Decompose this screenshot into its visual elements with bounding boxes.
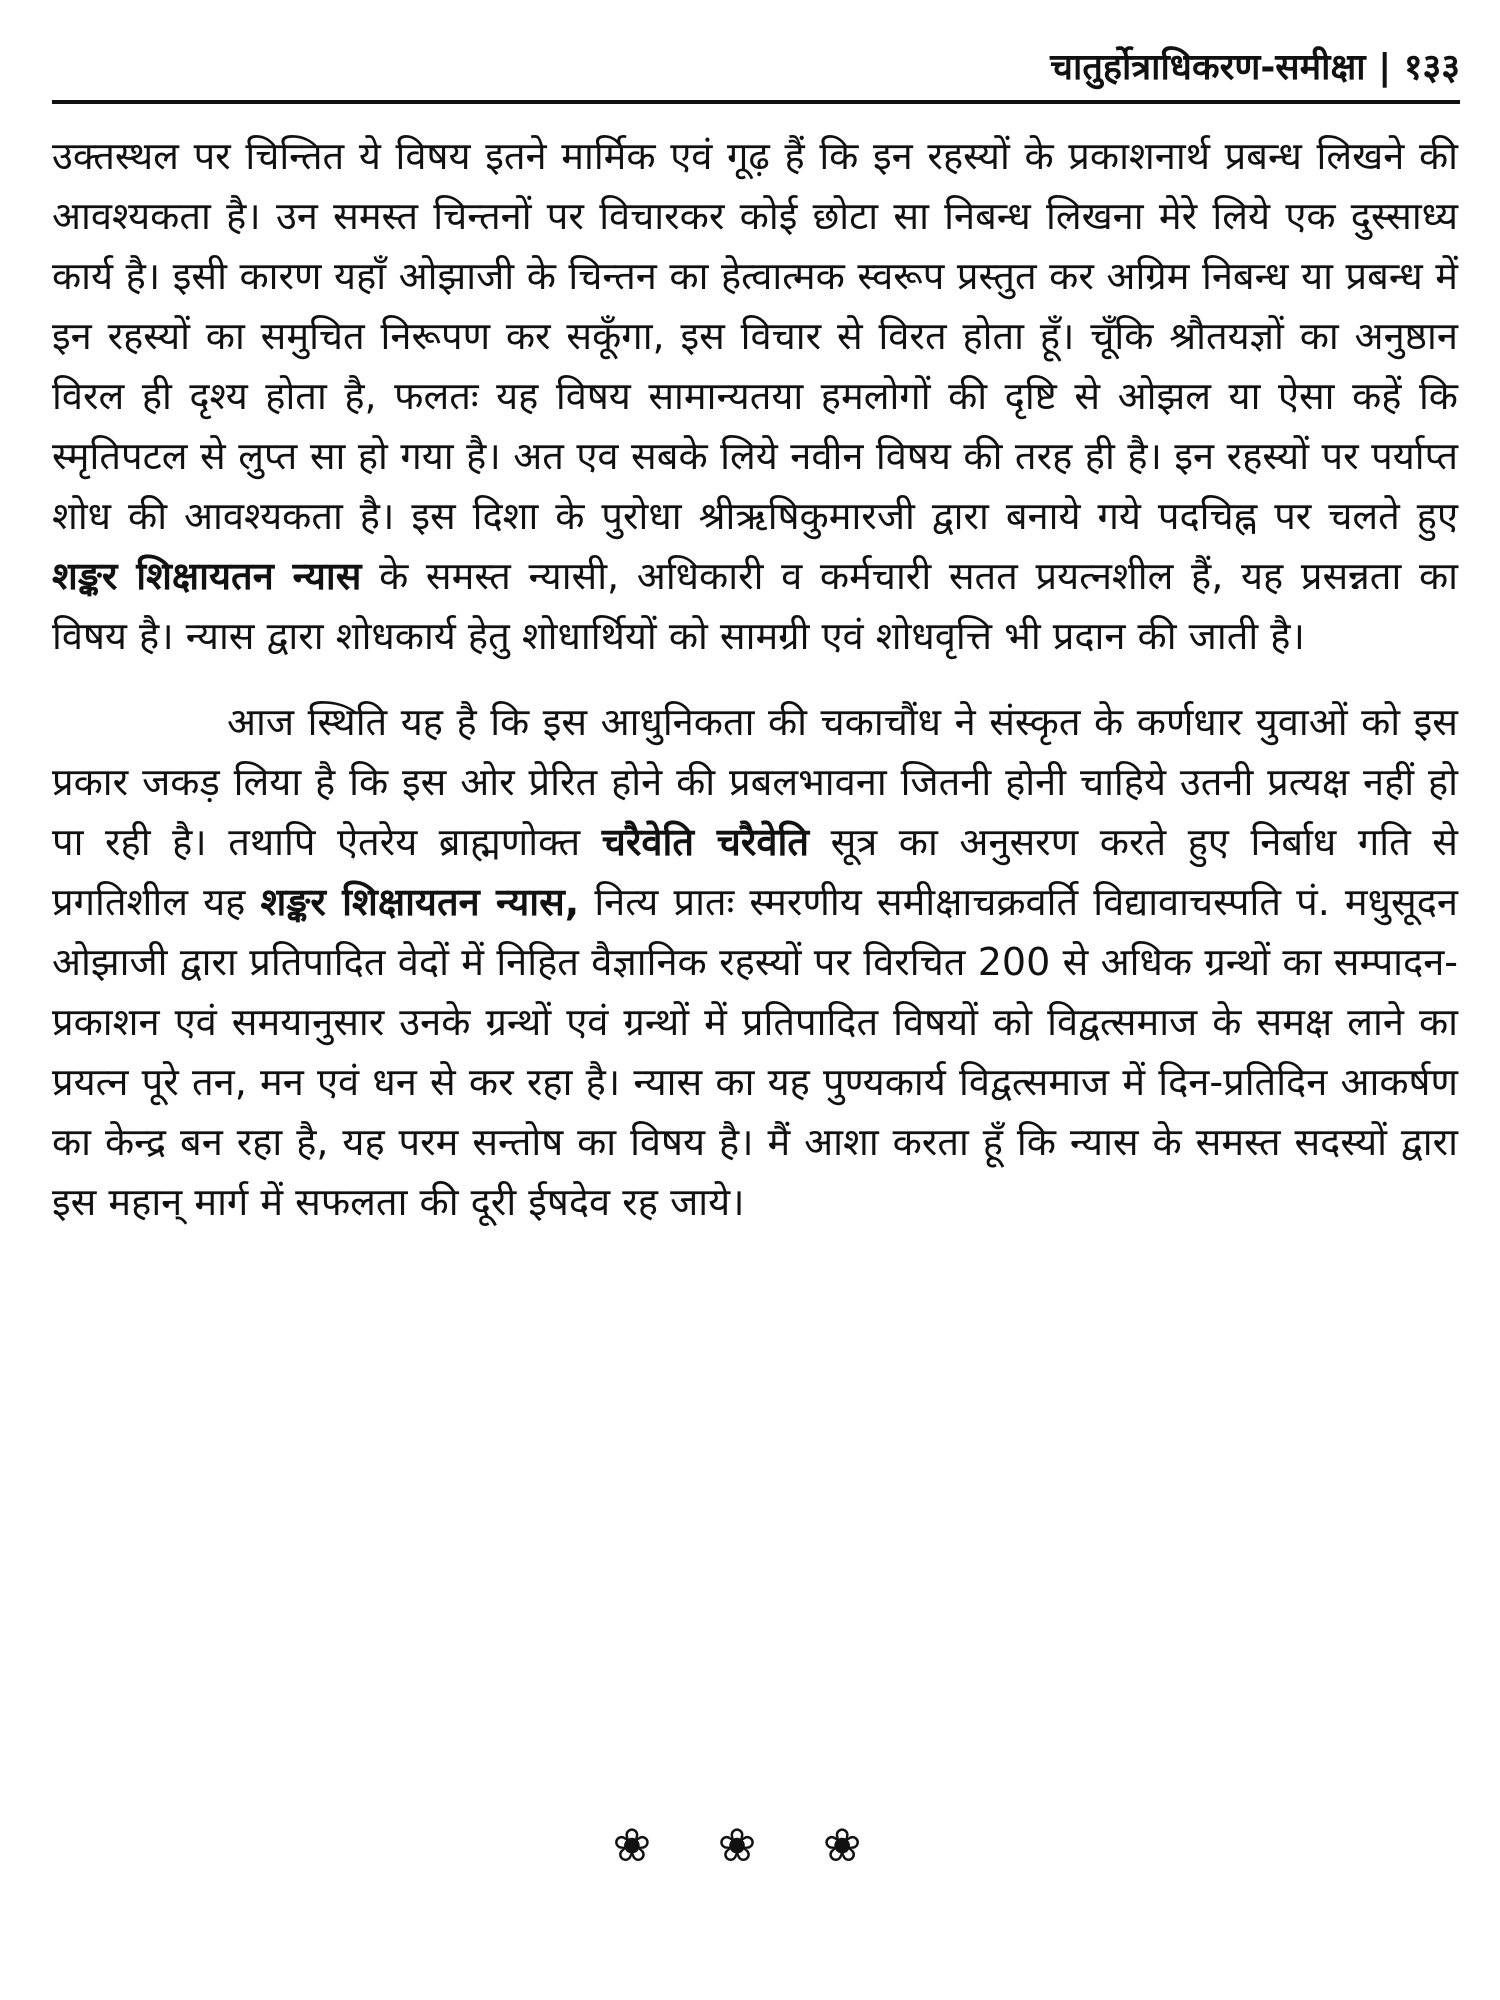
page-body	[52, 126, 1458, 1232]
section-end-ornament: ❀ ❀ ❀	[612, 1818, 888, 1872]
paragraph-1-bold-1: शङ्कर शिक्षायतन न्यास	[52, 554, 362, 598]
running-title: चातुर्होत्राधिकरण-समीक्षा | १३३	[1050, 47, 1460, 88]
paragraph-1-text-2: के समस्त न्यासी, अधिकारी व कर्मचारी सतत प्रयत्नशील हैं, यह प्रसन्नता का विषय है। न्यास द्वारा शोधकार्य हेतु शोधार्थियों को सामग्री एवं शोधवृत्ति भी प्रदान की जाती है।	[52, 554, 1458, 658]
paragraph-2-bold-1: चरैवेति चरैवेति	[601, 820, 810, 864]
paragraph-1	[52, 126, 1458, 666]
paragraph-2-text-1: आज स्थिति यह है कि इस आधुनिकता की चकाचौंध ने संस्कृत के कर्णधार युवाओं को इस प्रकार जकड़ लिया है कि इस ओर प्रेरित होने की प्रबलभावना जितनी होनी चाहिये उतनी प्रत्यक्ष नहीं हो पा रही है। तथापि ऐतरेय ब्राह्मणोक्त	[52, 700, 1458, 864]
page-header	[52, 42, 1460, 104]
paragraph-2	[52, 692, 1458, 1232]
paragraph-2-bold-2: शङ्कर शिक्षायतन न्यास,	[260, 880, 580, 924]
paragraph-2-text-3: नित्य प्रातः स्मरणीय समीक्षाचक्रवर्ति विद्यावाचस्पति पं. मधुसूदन ओझाजी द्वारा प्रतिपादित वेदों में निहित वैज्ञानिक रहस्यों पर विरचित 200 से अधिक ग्रन्थों का सम्पादन-प्रकाशन एवं समयानुसार उनके ग्रन्थों एवं ग्रन्थों में प्रतिपादित विषयों को विद्वत्समाज के समक्ष लाने का प्रयत्न पूरे तन, मन एवं धन से कर रहा है। न्यास का यह पुण्यकार्य विद्वत्समाज में दिन-प्रतिदिन आकर्षण का केन्द्र बन रहा है, यह परम सन्तोष का विषय है। मैं आशा करता हूँ कि न्यास के समस्त सदस्यों द्वारा इस महान् मार्ग में सफलता की दूरी ईषदेव रह जाये।	[52, 880, 1458, 1224]
paragraph-1-text-1: उक्तस्थल पर चिन्तित ये विषय इतने मार्मिक एवं गूढ़ हैं कि इन रहस्यों के प्रकाशनार्थ प्रबन्ध लिखने की आवश्यकता है। उन समस्त चिन्तनों पर विचारकर कोई छोटा सा निबन्ध लिखना मेरे लिये एक दुस्साध्य कार्य है। इसी कारण यहाँ ओझाजी के चिन्तन का हेत्वात्मक स्वरूप प्रस्तुत कर अग्रिम निबन्ध या प्रबन्ध में इन रहस्यों का समुचित निरूपण कर सकूँगा, इस विचार से विरत होता हूँ। चूँकि श्रौतयज्ञों का अनुष्ठान विरल ही दृश्य होता है, फलतः यह विषय सामान्यतया हमलोगों की दृष्टि से ओझल या ऐसा कहें कि स्मृतिपटल से लुप्त सा हो गया है। अत एव सबके लिये नवीन विषय की तरह ही है। इन रहस्यों पर पर्याप्त शोध की आवश्यकता है। इस दिशा के पुरोधा श्रीऋषिकुमारजी द्वारा बनाये गये पदचिह्न पर चलते हुए	[52, 134, 1458, 538]
paragraph-2-text-2: सूत्र का अनुसरण करते हुए निर्बाध गति से प्रगतिशील यह	[52, 820, 1458, 924]
